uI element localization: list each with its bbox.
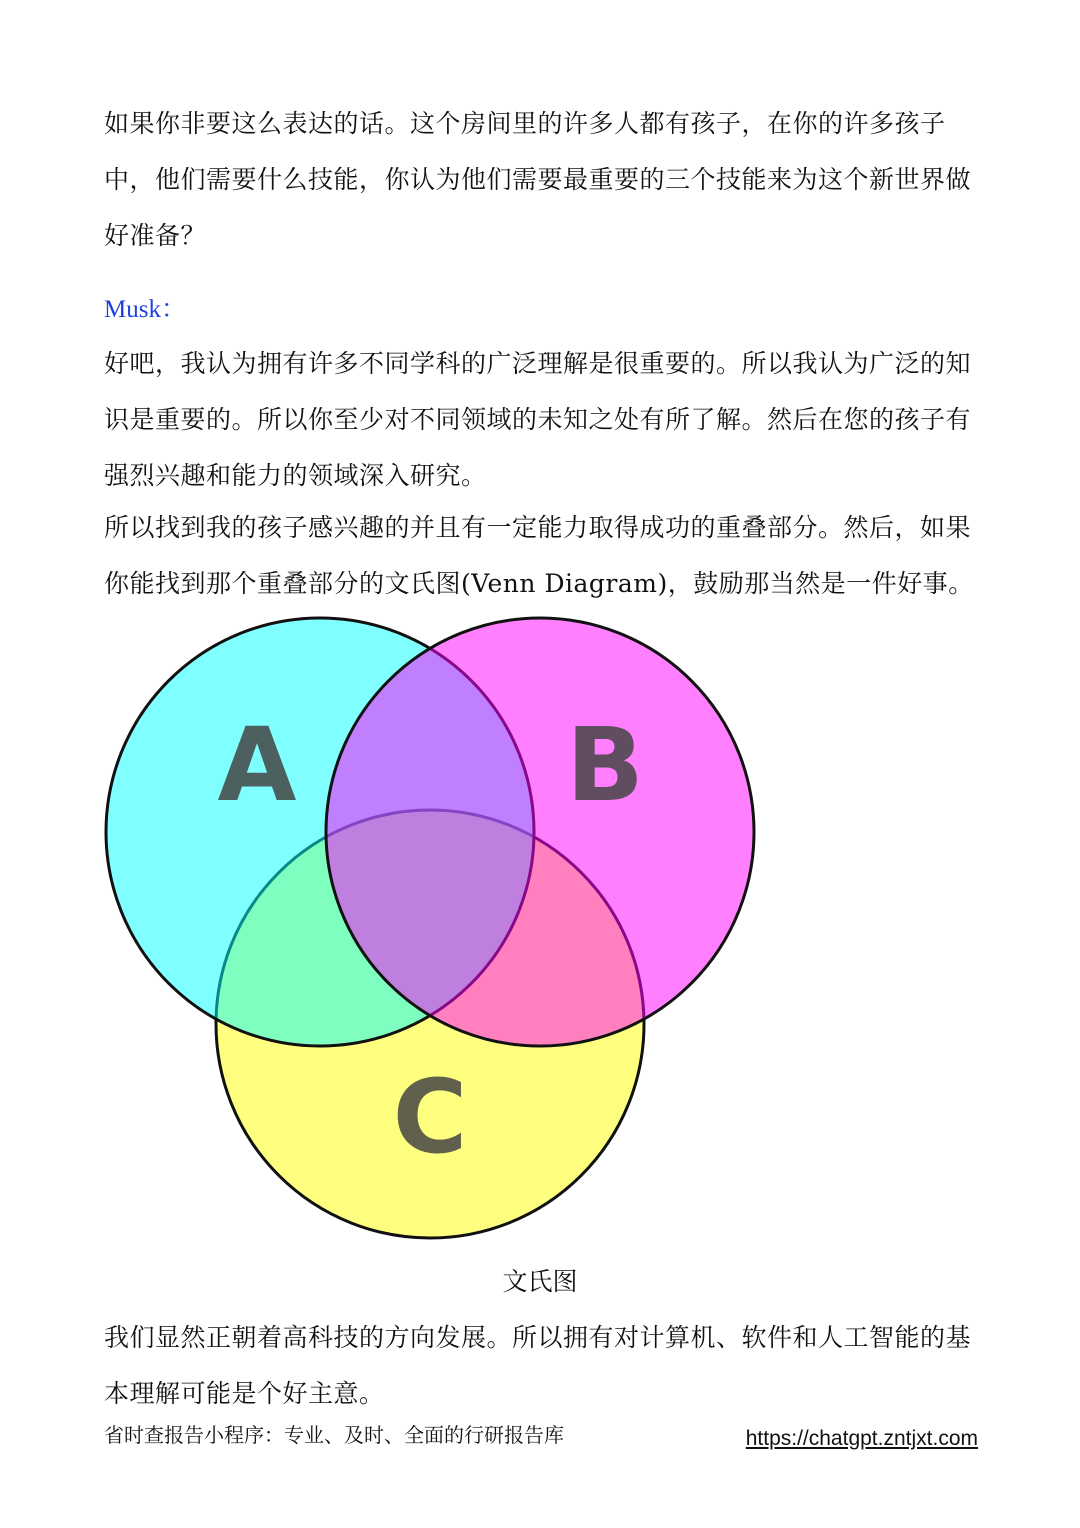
figure-caption: 文氏图 bbox=[502, 1267, 578, 1296]
venn-label-b: B bbox=[566, 705, 644, 825]
footer-promo-text: 省时查报告小程序：专业、及时、全面的行研报告库 bbox=[104, 1423, 564, 1447]
venn-circle-b bbox=[326, 618, 754, 1046]
venn-label-a: A bbox=[217, 705, 297, 825]
question-paragraph: 如果你非要这么表达的话。这个房间里的许多人都有孩子，在你的许多孩子中，他们需要什么技能，你认为他们需要最重要的三个技能来为这个新世界做好准备？ bbox=[104, 109, 972, 250]
answer-paragraph-1: 好吧，我认为拥有许多不同学科的广泛理解是很重要的。所以我认为广泛的知识是重要的。所以你至少对不同领域的未知之处有所了解。然后在您的孩子有强烈兴趣和能力的领域深入研究。 bbox=[104, 349, 972, 490]
speaker-label: Musk： bbox=[104, 296, 186, 323]
answer-paragraph-2: 所以找到我的孩子感兴趣的并且有一定能力取得成功的重叠部分。然后，如果你能找到那个重叠部分的文氏图(Venn Diagram)，鼓励那当然是一件好事。 bbox=[104, 513, 974, 598]
answer-paragraph-3: 我们显然正朝着高科技的方向发展。所以拥有对计算机、软件和人工智能的基本理解可能是个好主意。 bbox=[104, 1323, 972, 1408]
footer-link[interactable]: https://chatgpt.zntjxt.com bbox=[745, 1427, 978, 1450]
venn-diagram bbox=[100, 612, 760, 1242]
venn-label-c: C bbox=[392, 1057, 468, 1177]
